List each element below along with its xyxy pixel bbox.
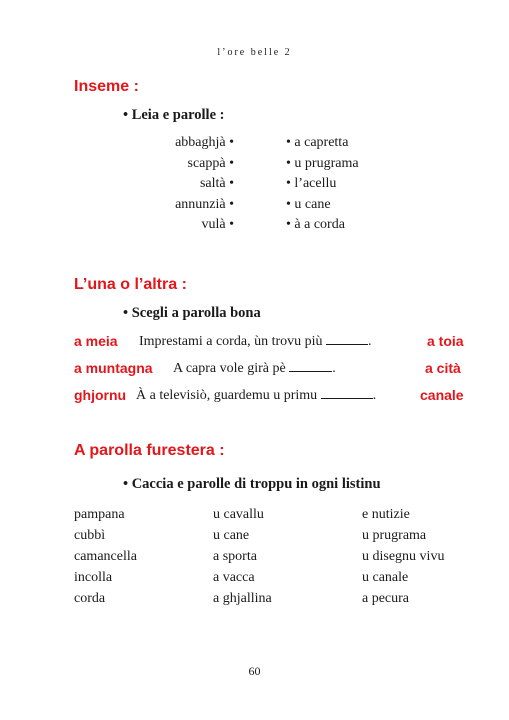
word-list-col2 [213,504,272,609]
match-right-item: • à a corda [286,217,345,232]
list-item: u cane [213,528,250,543]
sentence-text: Imprestami a corda, ùn trovu più [139,334,323,349]
list-item: corda [74,591,106,606]
fill-sentence [136,387,376,404]
sentence-text: À a televisiò, guardemu u primu [136,388,318,403]
list-item: a ghjallina [213,591,272,606]
match-right-item: • u prugrama [286,156,359,171]
list-item: incolla [74,570,113,585]
sentence-end: . [372,388,377,403]
match-right-item: • l’acellu [286,176,337,191]
option-left-word: ghjornu [74,387,127,403]
section-inseme-instruction: • Leia e parolle : [123,107,225,123]
fill-sentence [173,360,336,377]
option-left-word: a muntagna [74,360,153,376]
match-right-item: • u cane [286,197,331,212]
running-head: l’ore belle 2 [217,47,292,58]
section-una-o-altra-title: L’una o l’altra : [74,276,187,293]
list-item: u canale [362,570,409,585]
answer-blank[interactable] [326,333,368,345]
sentence-end: . [368,334,372,349]
answer-blank[interactable] [321,387,373,399]
sentence-text: A capra vole girà pè [173,361,286,376]
page-number: 60 [248,664,261,678]
list-item: cubbì [74,528,106,543]
list-item: u cavallu [213,507,264,522]
section-una-o-altra-instruction: • Scegli a parolla bona [123,305,261,321]
answer-blank[interactable] [289,360,332,372]
section-parolla-furestera-title: A parolla furestera : [74,442,225,459]
match-left-item: annunzià • [175,197,234,212]
list-item: a vacca [213,570,255,585]
list-item: u disegnu vivu [362,549,445,564]
match-left-item: scappà • [187,156,234,171]
option-right-word: a toia [427,333,464,349]
word-list-col3 [362,504,444,609]
fill-sentence [139,333,372,350]
list-item: camancella [74,549,137,564]
match-left-item: abbaghjà • [175,135,234,150]
match-left-item: vulà • [201,217,234,232]
match-right-item: • a capretta [286,135,349,150]
list-item: a sporta [213,549,257,564]
sentence-end: . [332,361,336,376]
section-inseme-title: Inseme : [74,78,139,95]
list-item: e nutizie [362,507,410,522]
option-right-word: a cità [425,360,461,376]
list-item: u prugrama [362,528,427,543]
list-item: a pecura [362,591,410,606]
match-left-item: saltà • [199,176,234,191]
word-list-col1 [74,504,137,609]
option-right-word: canale [420,387,464,403]
option-left-word: a meia [74,333,118,349]
section-parolla-furestera-instruction: • Caccia e parolle di troppu in ogni listinu [123,476,381,492]
list-item: pampana [74,507,125,522]
